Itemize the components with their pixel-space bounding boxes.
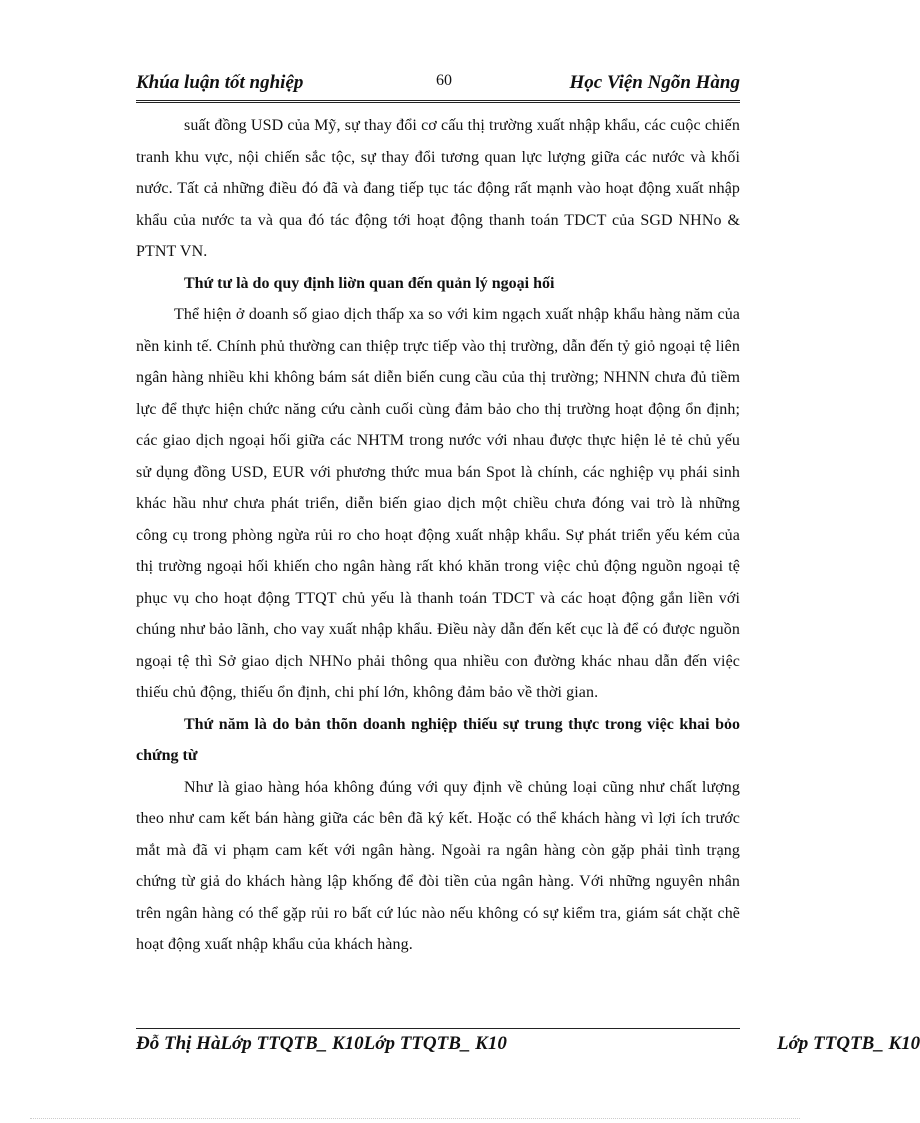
heading-enterprise-honesty: Thứ năm là do bản thõn doanh nghiệp thiếu sự trung thực trong việc khai bỏo chứng từ [136,715,740,764]
page-header [136,70,740,103]
page-number: 60 [436,72,452,89]
body-text [136,110,740,961]
footer-author-class: Đỗ Thị HàLớp TTQTB_ K10Lớp TTQTB_ K10 [136,1033,507,1054]
header-thesis-title: Khúa luận tốt nghiệp [136,72,304,93]
footer-class: Lớp TTQTB_ K10 [777,1033,920,1054]
heading-foreign-exchange: Thứ tư là do quy định liờn quan đến quản lý ngoại hối [184,274,555,292]
paragraph-2: Thể hiện ở doanh số giao dịch thấp xa so với kim ngạch xuất nhập khẩu hàng năm của nền kinh tế. Chính phủ thường can thiệp trực tiếp vào thị trường, dẫn đến tỷ giỏ ngoại tệ liên ngân hàng nhiều khi không bám sát diễn biến cung cầu của thị trường; NHNN chưa đủ tiềm lực để thực hiện chức năng cứu cành cuối cùng đảm bảo cho thị trường hoạt động ổn định; các giao dịch ngoại hối giữa các NHTM trong nước với nhau được thực hiện lẻ tẻ chủ yếu sử dụng đồng USD, EUR với phương thức mua bán Spot là chính, các nghiệp vụ phái sinh khác hầu như chưa phát triển, diễn biến giao dịch một chiều chưa đóng vai trò là những công cụ trong phòng ngừa rủi ro cho hoạt động xuất nhập khẩu. Sự phát triển yếu kém của thị trường ngoại hối khiến cho ngân hàng rất khó khăn trong việc chủ động nguồn ngoại tệ phục vụ cho hoạt động TTQT chủ yếu là thanh toán TDCT và các hoạt động gắn liền với chúng như bảo lãnh, cho vay xuất nhập khẩu. Điều này dẫn đến kết cục là để có được nguồn ngoại tệ thì Sở giao dịch NHNo phải thông qua nhiều con đường khác nhau dẫn đến việc thiếu chủ động, thiếu ổn định, chi phí lớn, không đảm bảo về thời gian. [136,306,740,701]
header-institution: Học Viện Ngõn Hàng [569,72,740,93]
paragraph-1: suất đồng USD của Mỹ, sự thay đổi cơ cấu thị trường xuất nhập khẩu, các cuộc chiến tranh khu vực, nội chiến sắc tộc, sự thay đổi tương quan lực lượng giữa các nước và khối nước. Tất cả những điều đó đã và đang tiếp tục tác động rất mạnh vào hoạt động xuất nhập khẩu của nước ta và qua đó tác động tới hoạt động thanh toán TDCT của SGD NHNo & PTNT VN. [136,117,740,260]
footer-divider [136,1028,740,1029]
paragraph-3: Như là giao hàng hóa không đúng với quy định về chủng loại cũng như chất lượng theo như cam kết bán hàng giữa các bên đã ký kết. Hoặc có thể khách hàng vì lợi ích trước mắt mà đã vi phạm cam kết với ngân hàng. Ngoài ra ngân hàng còn gặp phải tình trạng chứng từ giả do khách hàng lập khống để đòi tiền của ngân hàng. Với những nguyên nhân trên ngân hàng có thể gặp rủi ro bất cứ lúc nào nếu không có sự kiểm tra, giám sát chặt chẽ hoạt động xuất nhập khẩu của khách hàng. [136,778,740,953]
page-bottom-border [30,1118,800,1119]
